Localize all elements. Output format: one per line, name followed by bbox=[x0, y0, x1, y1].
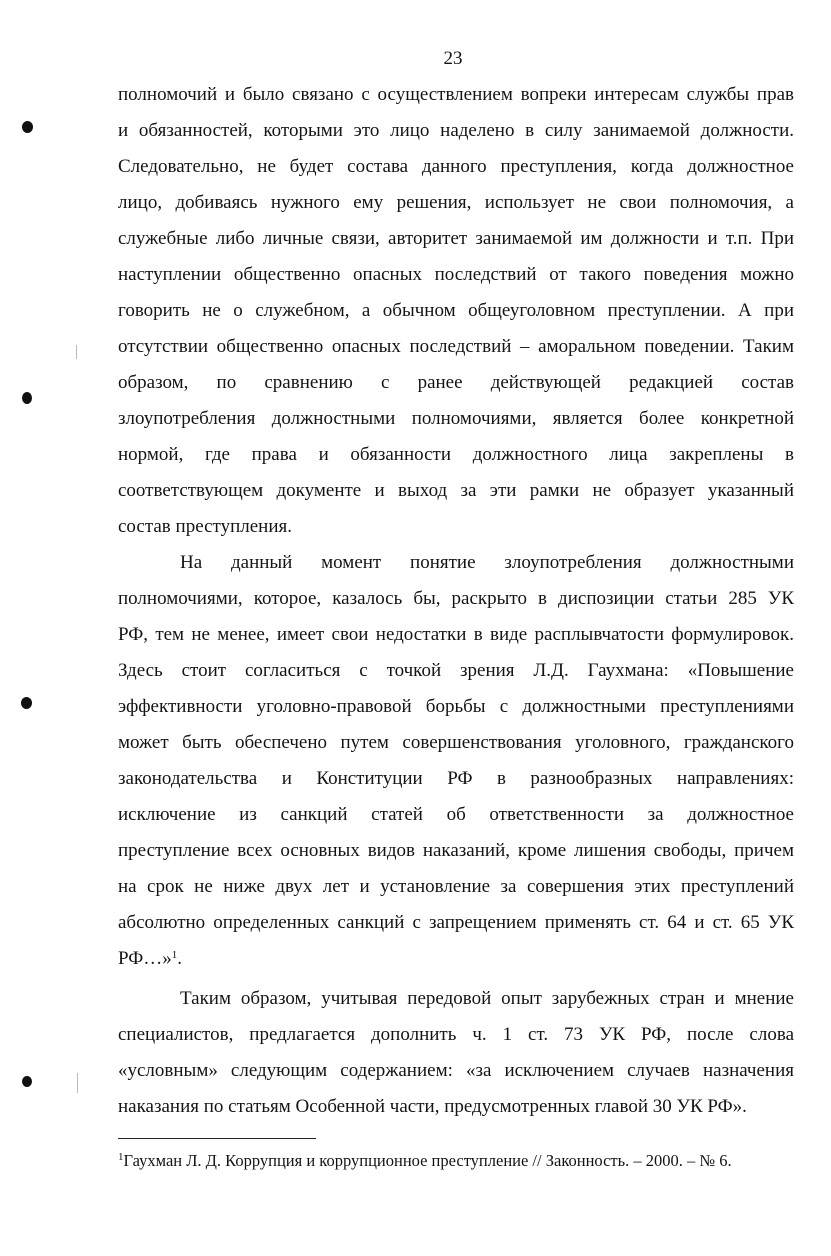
binder-hole-mark bbox=[22, 1076, 32, 1087]
text-line: РФ, тем не менее, имеет свои недостатки в виде расплывчатости формулировок. bbox=[118, 624, 794, 645]
text-line: может быть обеспечено путем совершенствования уголовного, гражданского bbox=[118, 732, 794, 753]
text-line: преступление всех основных видов наказаний, кроме лишения свободы, причем bbox=[118, 840, 794, 861]
text-line: и обязанностей, которыми это лицо наделено в силу занимаемой должности. bbox=[118, 120, 794, 141]
text-line: Здесь стоит согласиться с точкой зрения Л.Д. Гаухмана: «Повышение bbox=[118, 660, 794, 681]
text-fragment: РФ…» bbox=[118, 948, 172, 969]
text-line: на срок не ниже двух лет и установление за совершения этих преступлений bbox=[118, 876, 794, 897]
text-line: «условным» следующим содержанием: «за исключением случаев назначения bbox=[118, 1060, 794, 1081]
footnote-text: Гаухман Л. Д. Коррупция и коррупционное преступление // Законность. – 2000. – № 6. bbox=[123, 1151, 732, 1170]
text-line: эффективности уголовно-правовой борьбы с должностными преступлениями bbox=[118, 696, 794, 717]
text-line: злоупотребления должностными полномочиями, является более конкретной bbox=[118, 408, 794, 429]
text-line: На данный момент понятие злоупотребления должностными bbox=[180, 552, 794, 573]
text-line: говорить не о служебном, а обычном общеуголовном преступлении. А при bbox=[118, 300, 794, 321]
text-line-with-footnote-ref bbox=[118, 947, 794, 971]
text-line: исключение из санкций статей об ответственности за должностное bbox=[118, 804, 794, 825]
binder-hole-mark bbox=[21, 697, 32, 709]
text-line: Таким образом, учитывая передовой опыт зарубежных стран и мнение bbox=[180, 988, 794, 1009]
text-line: лицо, добиваясь нужного ему решения, использует не свои полномочия, а bbox=[118, 192, 794, 213]
binder-hole-mark bbox=[22, 121, 33, 133]
text-line: специалистов, предлагается дополнить ч. 1 ст. 73 УК РФ, после слова bbox=[118, 1024, 794, 1045]
footnote-reference: 1 bbox=[171, 949, 178, 961]
text-fragment: . bbox=[177, 948, 183, 969]
text-line: образом, по сравнению с ранее действующей редакцией состав bbox=[118, 372, 794, 393]
footnote bbox=[118, 1150, 732, 1172]
text-line: отсутствии общественно опасных последствий – аморальном поведении. Таким bbox=[118, 336, 794, 357]
page-number: 23 bbox=[443, 48, 463, 69]
text-line: наказания по статьям Особенной части, предусмотренных главой 30 УК РФ». bbox=[118, 1096, 747, 1117]
text-line: наступлении общественно опасных последствий от такого поведения можно bbox=[118, 264, 794, 285]
text-line: полномочий и было связано с осуществлением вопреки интересам службы прав bbox=[118, 84, 794, 105]
text-line: нормой, где права и обязанности должностного лица закреплены в bbox=[118, 444, 794, 465]
scan-speck bbox=[77, 1073, 78, 1093]
footnote-separator bbox=[118, 1138, 316, 1139]
text-line: соответствующем документе и выход за эти рамки не образует указанный bbox=[118, 480, 794, 501]
footnote-marker: 1 bbox=[118, 1151, 124, 1163]
text-line: служебные либо личные связи, авторитет занимаемой им должности и т.п. При bbox=[118, 228, 794, 249]
text-line: абсолютно определенных санкций с запрещением применять ст. 64 и ст. 65 УК bbox=[118, 912, 794, 933]
text-line: законодательства и Конституции РФ в разнообразных направлениях: bbox=[118, 768, 794, 789]
binder-hole-mark bbox=[22, 392, 32, 404]
text-line: состав преступления. bbox=[118, 516, 292, 537]
text-line: Следовательно, не будет состава данного преступления, когда должностное bbox=[118, 156, 794, 177]
text-line: полномочиями, которое, казалось бы, раскрыто в диспозиции статьи 285 УК bbox=[118, 588, 794, 609]
scan-speck bbox=[76, 345, 77, 359]
